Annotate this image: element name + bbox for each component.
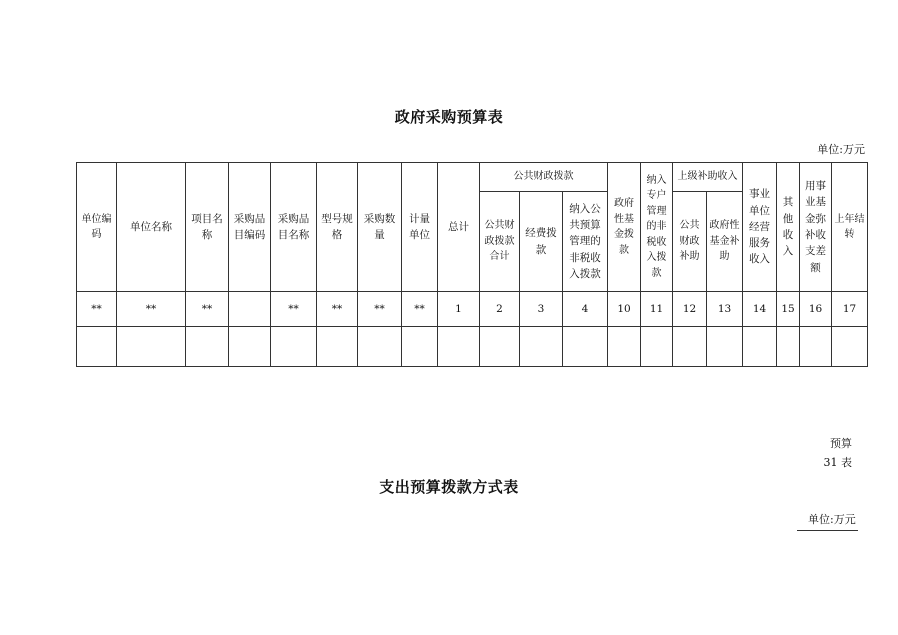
index-cell: [229, 292, 271, 327]
header-item-code: 采购品目编码: [229, 163, 271, 292]
empty-cell: [77, 327, 117, 367]
index-cell: 16: [800, 292, 832, 327]
index-cell: **: [271, 292, 317, 327]
header-carryover: 上年结转: [832, 163, 868, 292]
unit-underline: [797, 530, 858, 531]
empty-cell: [563, 327, 608, 367]
header-service-income: 事业单位经营服务收入: [743, 163, 777, 292]
index-cell: 10: [608, 292, 641, 327]
header-project-name: 项目名称: [186, 163, 229, 292]
empty-cell: [641, 327, 673, 367]
payment-method-title: 支出预算拨款方式表: [379, 478, 519, 496]
index-cell: 14: [743, 292, 777, 327]
header-quantity: 采购数量: [358, 163, 402, 292]
empty-cell: [520, 327, 563, 367]
index-cell: 17: [832, 292, 868, 327]
header-fiscal-subsidy: 公共财政补助: [673, 192, 707, 292]
index-cell: 2: [480, 292, 520, 327]
form-number-line1: 预算: [830, 437, 852, 450]
empty-cell: [707, 327, 743, 367]
header-gov-fund: 政府性基金拨款: [608, 163, 641, 292]
index-cell: 4: [563, 292, 608, 327]
index-cell: **: [402, 292, 438, 327]
empty-cell: [358, 327, 402, 367]
header-unit-code: 单位编码: [77, 163, 117, 292]
empty-cell: [186, 327, 229, 367]
index-cell: 15: [777, 292, 800, 327]
header-public-finance: 公共财政拨款: [480, 163, 608, 192]
empty-cell: [480, 327, 520, 367]
table-row: [77, 292, 868, 327]
header-measure: 计量单位: [402, 163, 438, 292]
procurement-budget-title: 政府采购预算表: [394, 108, 504, 126]
header-funding: 经费拨款: [520, 192, 563, 292]
index-cell: 1: [438, 292, 480, 327]
form-number: [824, 434, 853, 473]
index-cell: 3: [520, 292, 563, 327]
header-item-name: 采购品目名称: [271, 163, 317, 292]
empty-cell: [317, 327, 358, 367]
payment-unit-label: 单位:万元: [808, 513, 856, 526]
index-cell: 11: [641, 292, 673, 327]
empty-cell: [777, 327, 800, 367]
empty-cell: [743, 327, 777, 367]
index-cell: **: [317, 292, 358, 327]
header-nontax-public: 纳入公共预算管理的非税收入拨款: [563, 192, 608, 292]
empty-cell: [800, 327, 832, 367]
procurement-budget-table: [76, 162, 868, 367]
index-cell: **: [358, 292, 402, 327]
index-cell: 12: [673, 292, 707, 327]
header-model: 型号规格: [317, 163, 358, 292]
empty-cell: [608, 327, 641, 367]
header-fund-gap: 用事业基金弥补收支差额: [800, 163, 832, 292]
form-number-line2: 31 表: [823, 456, 852, 470]
header-nontax-special: 纳入专户管理的非税收入拨款: [641, 163, 673, 292]
empty-cell: [117, 327, 186, 367]
header-superior-subsidy: 上级补助收入: [673, 163, 743, 192]
procurement-unit-label: 单位:万元: [817, 143, 865, 156]
empty-cell: [673, 327, 707, 367]
empty-cell: [402, 327, 438, 367]
empty-cell: [271, 327, 317, 367]
index-cell: **: [186, 292, 229, 327]
header-public-finance-total: 公共财政拨款合计: [480, 192, 520, 292]
empty-cell: [229, 327, 271, 367]
index-cell: 13: [707, 292, 743, 327]
empty-cell: [832, 327, 868, 367]
index-cell: **: [117, 292, 186, 327]
index-cell: **: [77, 292, 117, 327]
header-other-income: 其他收入: [777, 163, 800, 292]
empty-cell: [438, 327, 480, 367]
table-row: [77, 327, 868, 367]
header-unit-name: 单位名称: [117, 163, 186, 292]
header-gov-fund-subsidy: 政府性基金补助: [707, 192, 743, 292]
header-total: 总计: [438, 163, 480, 292]
